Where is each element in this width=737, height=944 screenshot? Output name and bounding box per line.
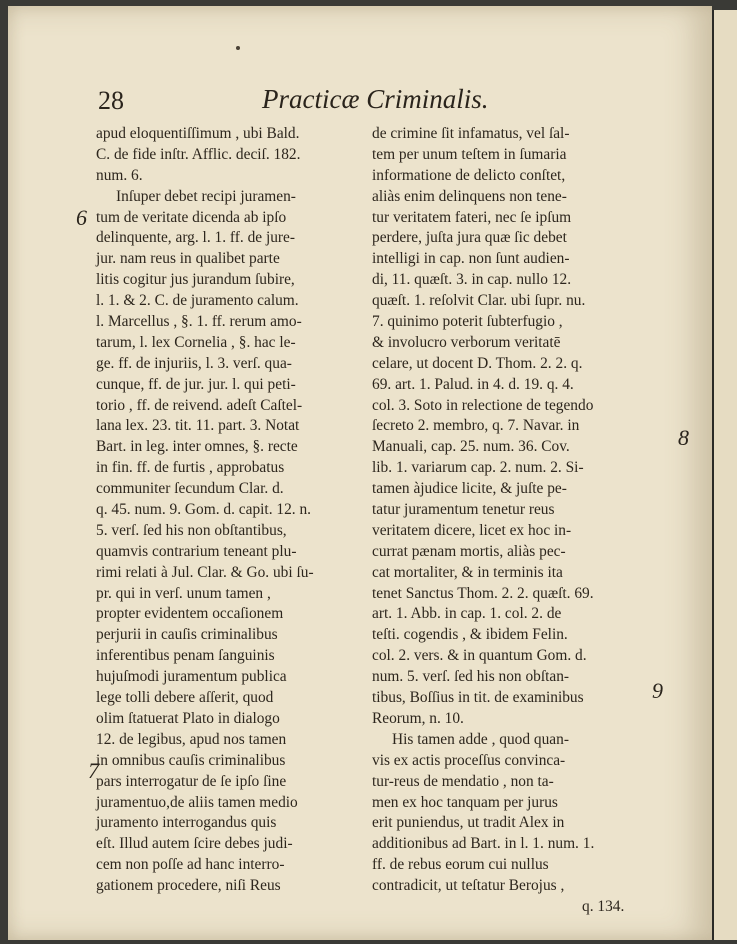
text-line: l. 1. & 2. C. de juramento calum.: [96, 292, 299, 310]
text-line: delinquente, arg. l. 1. ff. de jure-: [96, 229, 296, 247]
text-line: ff. de rebus eorum cui nullus: [372, 856, 549, 874]
text-line: informatione de delicto conſtet,: [372, 166, 566, 184]
text-line: pr. qui in verſ. unum tamen ,: [96, 584, 271, 602]
page-number: 28: [98, 86, 124, 115]
text-line: quamvis contrarium teneant plu-: [96, 542, 297, 560]
text-line: lana lex. 23. tit. 11. part. 3. Notat: [96, 417, 300, 435]
text-line: col. 2. vers. & in quantum Gom. d.: [372, 647, 587, 665]
text-line: in omnibus cauſis criminalibus: [96, 751, 286, 769]
text-line: olim ſtatuerat Plato in dialogo: [96, 709, 280, 727]
margin-number-9: 9: [652, 678, 663, 703]
ink-dot: [236, 46, 240, 50]
text-line: tatur juramentum tenetur reus: [372, 501, 555, 519]
text-line: tamen àjudice licite, & juſte pe-: [372, 480, 567, 498]
text-line: Inſuper debet recipi juramen-: [116, 187, 296, 205]
text-line: apud eloquentiſſimum , ubi Bald.: [96, 125, 300, 142]
margin-number-6: 6: [76, 205, 87, 230]
text-line: vis ex actis proceſſus convinca-: [372, 751, 566, 769]
text-line: pars interrogatur de ſe ipſo ſine: [96, 772, 287, 790]
text-line: & involucro verborum veritatē: [372, 333, 561, 351]
text-line: lege tolli debere aſſerit, quod: [96, 689, 274, 707]
text-line: de crimine ſit infamatus, vel ſal-: [372, 125, 570, 142]
text-line: ge. ff. de injuriis, l. 3. verſ. qua-: [96, 354, 292, 372]
text-line: Reorum, n. 10.: [372, 709, 464, 727]
text-line: intelligi in cap. non ſunt audien-: [372, 250, 570, 268]
text-line: juramentuo,de aliis tamen medio: [96, 793, 298, 811]
text-line: veritatem dicere, licet ex hoc in-: [372, 521, 572, 539]
text-line: contradicit, ut teſtatur Berojus ,: [372, 877, 565, 895]
text-line: art. 1. Abb. in cap. 1. col. 2. de: [372, 605, 562, 623]
text-line: additionibus ad Bart. in l. 1. num. 1.: [372, 835, 595, 853]
left-text-column: [96, 124, 372, 897]
text-line: di, 11. quæſt. 3. in cap. nullo 12.: [372, 271, 572, 289]
text-line: hujuſmodi juramentum publica: [96, 668, 287, 686]
text-line: q. 45. num. 9. Gom. d. capit. 12. n.: [96, 501, 312, 519]
text-line: num. 6.: [96, 166, 143, 184]
text-line: Manuali, cap. 25. num. 36. Cov.: [372, 438, 570, 456]
text-line: gationem procedere, niſi Reus: [96, 877, 281, 895]
text-line: cunque, ff. de jur. jur. l. qui peti-: [96, 375, 296, 393]
text-line: Bart. in leg. inter omnes, §. recte: [96, 438, 298, 456]
adjacent-page-edge: [712, 10, 737, 940]
text-line: l. Marcellus , §. 1. ff. rerum amo-: [96, 313, 302, 331]
text-line: propter evidentem occaſionem: [96, 605, 284, 623]
text-line: num. 5. verſ. ſed his non obſtan-: [372, 668, 570, 686]
text-line: tem per unum teſtem in ſumaria: [372, 145, 567, 163]
text-line: rimi relati à Jul. Clar. & Go. ubi ſu-: [96, 563, 314, 581]
text-line: jur. nam reus in qualibet parte: [96, 250, 280, 268]
text-line: col. 3. Soto in relectione de tegendo: [372, 396, 594, 414]
text-line: 69. art. 1. Palud. in 4. d. 19. q. 4.: [372, 375, 574, 393]
text-line: men ex hoc tanquam per jurus: [372, 793, 558, 811]
text-line: in fin. ff. de furtis , approbatus: [96, 459, 285, 477]
text-line: tur veritatem fateri, nec ſe ipſum: [372, 208, 572, 226]
text-line: ſecreto 2. membro, q. 7. Navar. in: [372, 417, 580, 435]
text-line: C. de fide inſtr. Afflic. deciſ. 182.: [96, 145, 301, 163]
text-line: celare, ut docent D. Thom. 2. 2. q.: [372, 354, 583, 372]
text-line: 12. de legibus, apud nos tamen: [96, 730, 287, 748]
text-line: cem non poſſe ad hanc interro-: [96, 856, 285, 874]
text-line: perjurii in cauſis criminalibus: [96, 626, 278, 644]
text-line: torio , ff. de reivend. adeſt Caſtel-: [96, 396, 303, 414]
text-line: quæſt. 1. reſolvit Clar. ubi ſupr. nu.: [372, 292, 586, 310]
text-line: teſti. cogendis , & ibidem Felin.: [372, 626, 568, 644]
text-line: currat pænam mortis, aliàs pec-: [372, 542, 566, 560]
margin-number-8: 8: [678, 425, 689, 450]
text-line: aliàs enim delinquens non tene-: [372, 187, 567, 205]
text-line: communiter ſecundum Clar. d.: [96, 480, 284, 498]
text-line: 5. verſ. ſed his non obſtantibus,: [96, 521, 287, 539]
running-title: Practicæ Criminalis.: [262, 84, 489, 114]
text-line: tarum, l. lex Cornelia , §. hac le-: [96, 333, 296, 351]
text-line: tibus, Boſſius in tit. de examinibus: [372, 689, 584, 707]
margin-number-7: 7: [88, 758, 99, 783]
text-line: eſt. Illud autem ſcire debes judi-: [96, 835, 293, 853]
text-line: cat mortaliter, & in terminis ita: [372, 563, 563, 581]
text-line: erit puniendus, ut tradit Alex in: [372, 814, 565, 832]
text-line: tenet Sanctus Thom. 2. 2. quæſt. 69.: [372, 584, 594, 602]
text-line: tur-reus de mendatio , non ta-: [372, 772, 554, 790]
text-line: litis cogitur jus jurandum ſubire,: [96, 271, 295, 289]
right-text-column: [372, 124, 672, 918]
text-line: 7. quinimo poterit ſubterfugio ,: [372, 313, 563, 331]
text-line: perdere, juſta jura quæ ſic debet: [372, 229, 567, 247]
text-line: juramento interrogandus quis: [96, 814, 277, 832]
text-line: His tamen adde , quod quan-: [392, 730, 569, 748]
text-line: lib. 1. variarum cap. 2. num. 2. Si-: [372, 459, 584, 477]
text-line: tum de veritate dicenda ab ipſo: [96, 208, 287, 226]
text-line: q. 134.: [582, 897, 625, 915]
text-line: inferentibus penam ſanguinis: [96, 647, 275, 665]
